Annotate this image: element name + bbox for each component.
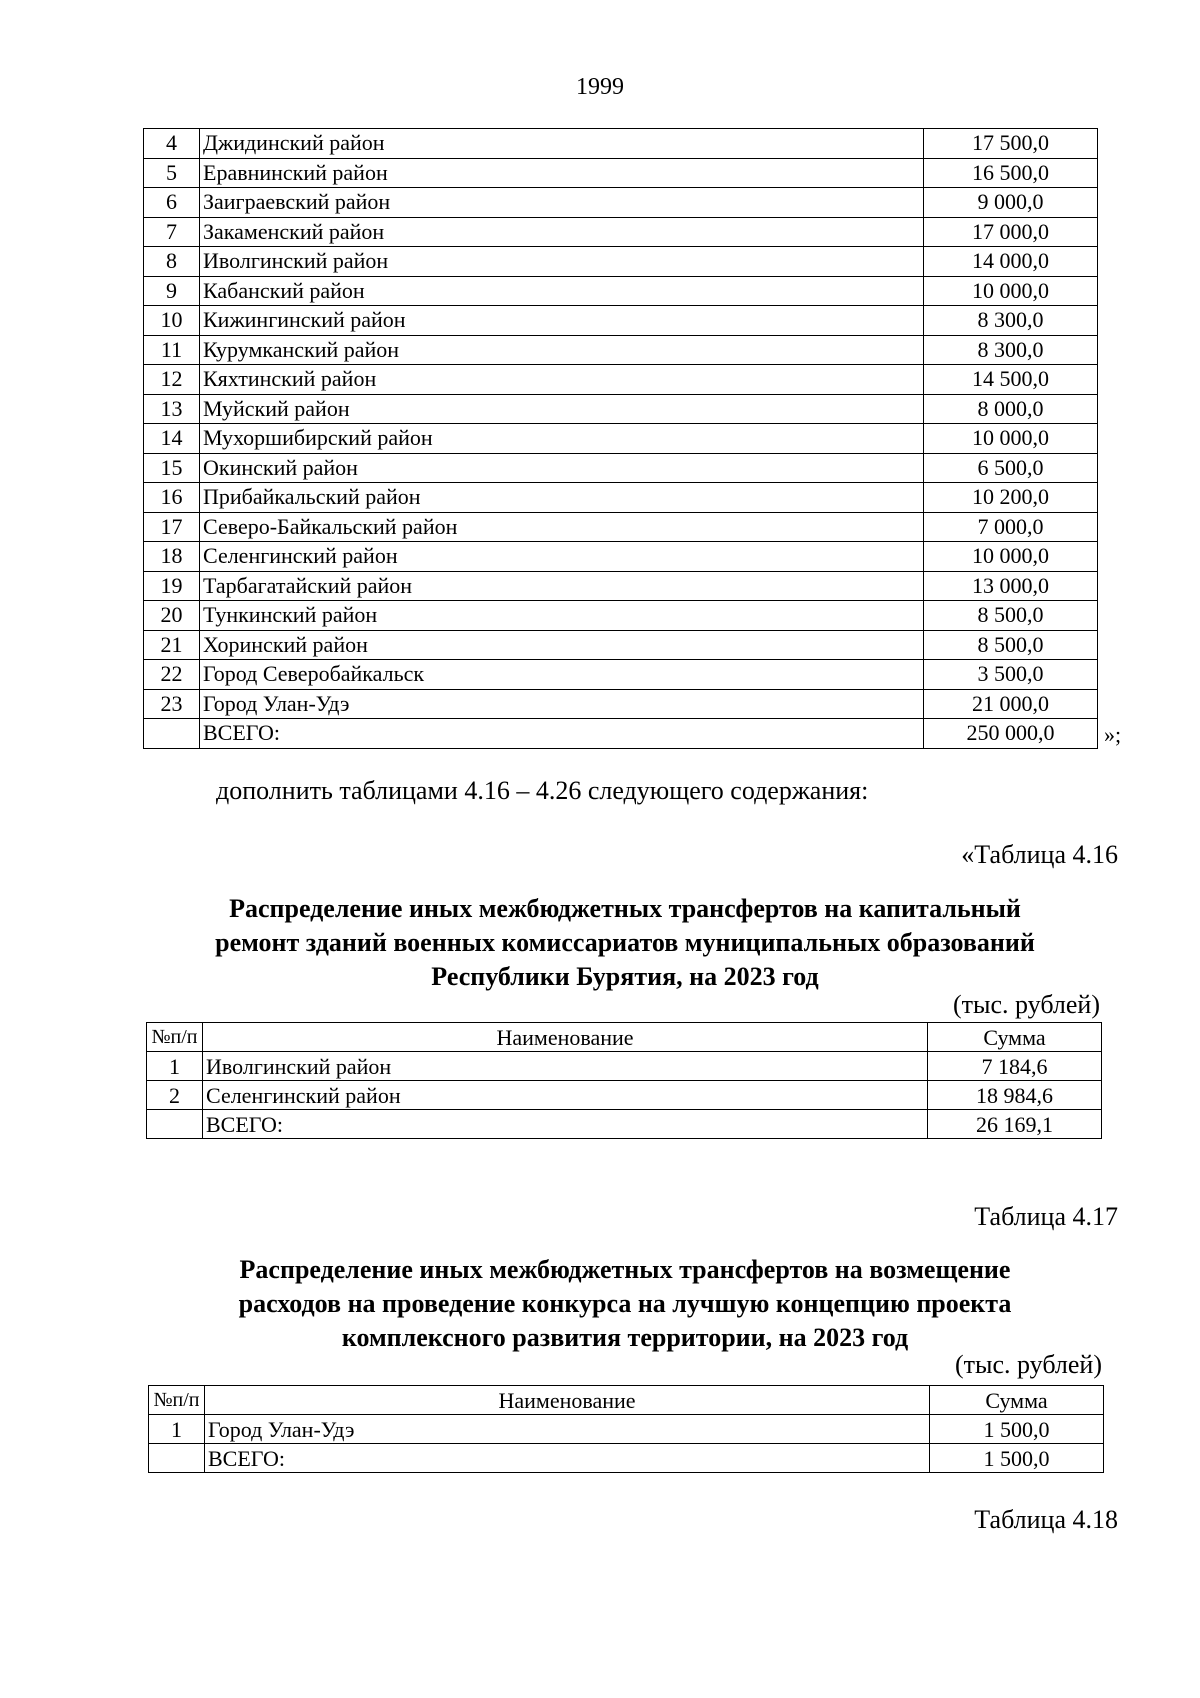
row-sum: 9 000,0 <box>924 188 1098 218</box>
row-number: 7 <box>144 217 200 247</box>
row-number: 1 <box>147 1052 203 1081</box>
row-number: 4 <box>144 129 200 159</box>
row-number: 12 <box>144 365 200 395</box>
total-row <box>149 1444 1104 1473</box>
row-sum: 8 300,0 <box>924 306 1098 336</box>
table-4-16 <box>146 1022 1102 1139</box>
header-num: №п/п <box>147 1023 203 1052</box>
title-line: Республики Бурятия, на 2023 год <box>431 962 819 991</box>
row-name: Курумканский район <box>200 335 924 365</box>
row-number: 22 <box>144 660 200 690</box>
row-name: Тарбагатайский район <box>200 571 924 601</box>
table-4-16-body <box>147 1052 1102 1139</box>
table-row <box>144 689 1098 719</box>
row-number: 5 <box>144 158 200 188</box>
row-name: Муйский район <box>200 394 924 424</box>
row-sum: 14 000,0 <box>924 247 1098 277</box>
row-sum: 6 500,0 <box>924 453 1098 483</box>
row-name: Северо-Байкальский район <box>200 512 924 542</box>
table-row <box>144 335 1098 365</box>
row-name: Кабанский район <box>200 276 924 306</box>
row-sum: 10 200,0 <box>924 483 1098 513</box>
header-num: №п/п <box>149 1386 205 1415</box>
total-name: ВСЕГО: <box>205 1444 930 1473</box>
row-number: 19 <box>144 571 200 601</box>
header-row <box>149 1386 1104 1415</box>
row-name: Город Северобайкальск <box>200 660 924 690</box>
row-sum: 8 500,0 <box>924 630 1098 660</box>
row-number: 13 <box>144 394 200 424</box>
row-number: 23 <box>144 689 200 719</box>
table-row <box>144 483 1098 513</box>
row-sum: 8 300,0 <box>924 335 1098 365</box>
table-row <box>144 660 1098 690</box>
table-row <box>144 306 1098 336</box>
total-row <box>144 719 1098 749</box>
row-number: 17 <box>144 512 200 542</box>
title-line: комплексного развития территории, на 2023 год <box>341 1323 909 1352</box>
row-number: 11 <box>144 335 200 365</box>
row-sum: 16 500,0 <box>924 158 1098 188</box>
row-name: Хоринский район <box>200 630 924 660</box>
intro-paragraph: дополнить таблицами 4.16 – 4.26 следующего содержания: <box>216 776 869 805</box>
table-row <box>144 365 1098 395</box>
row-name: Прибайкальский район <box>200 483 924 513</box>
table-row <box>147 1052 1102 1081</box>
row-name: Еравнинский район <box>200 158 924 188</box>
row-number: 16 <box>144 483 200 513</box>
row-sum: 7 184,6 <box>928 1052 1102 1081</box>
table-row <box>144 217 1098 247</box>
row-sum: 18 984,6 <box>928 1081 1102 1110</box>
header-name: Наименование <box>205 1386 930 1415</box>
table-4-17-title <box>150 1253 1100 1355</box>
row-name: Кижингинский район <box>200 306 924 336</box>
row-name: Селенгинский район <box>203 1081 928 1110</box>
row-name: Иволгинский район <box>203 1052 928 1081</box>
total-row <box>147 1110 1102 1139</box>
table-4-17-units: (тыс. рублей) <box>954 1350 1102 1379</box>
closing-quote-mark: »; <box>1104 722 1122 747</box>
title-line: Распределение иных межбюджетных трансфертов на капитальный <box>229 894 1021 923</box>
row-name: Селенгинский район <box>200 542 924 572</box>
row-number: 14 <box>144 424 200 454</box>
table-4-17-body <box>149 1415 1104 1473</box>
total-sum: 250 000,0 <box>924 719 1098 749</box>
table-row <box>144 394 1098 424</box>
continued-allocation-table <box>143 128 1098 749</box>
row-name: Тункинский район <box>200 601 924 631</box>
title-line: ремонт зданий военных комиссариатов муниципальных образований <box>215 928 1035 957</box>
row-sum: 13 000,0 <box>924 571 1098 601</box>
row-number: 8 <box>144 247 200 277</box>
row-name: Город Улан-Удэ <box>205 1415 930 1444</box>
table-4-17-caption: Таблица 4.17 <box>974 1202 1118 1231</box>
row-name: Закаменский район <box>200 217 924 247</box>
row-name: Мухоршибирский район <box>200 424 924 454</box>
total-num <box>147 1110 203 1139</box>
row-sum: 21 000,0 <box>924 689 1098 719</box>
header-sum: Сумма <box>928 1023 1102 1052</box>
table-4-17 <box>148 1385 1104 1473</box>
row-number: 21 <box>144 630 200 660</box>
row-sum: 10 000,0 <box>924 542 1098 572</box>
row-number: 6 <box>144 188 200 218</box>
table-row <box>144 129 1098 159</box>
continued-table-body <box>144 129 1098 749</box>
header-sum: Сумма <box>930 1386 1104 1415</box>
row-number: 2 <box>147 1081 203 1110</box>
row-name: Кяхтинский район <box>200 365 924 395</box>
row-sum: 10 000,0 <box>924 424 1098 454</box>
row-sum: 14 500,0 <box>924 365 1098 395</box>
total-num <box>149 1444 205 1473</box>
table-row <box>144 276 1098 306</box>
row-number: 1 <box>149 1415 205 1444</box>
row-sum: 7 000,0 <box>924 512 1098 542</box>
row-sum: 8 500,0 <box>924 601 1098 631</box>
table-row <box>144 542 1098 572</box>
table-row <box>144 188 1098 218</box>
header-name: Наименование <box>203 1023 928 1052</box>
title-line: Распределение иных межбюджетных трансфертов на возмещение <box>239 1255 1011 1284</box>
row-number: 9 <box>144 276 200 306</box>
row-number: 18 <box>144 542 200 572</box>
row-name: Джидинский район <box>200 129 924 159</box>
table-row <box>144 571 1098 601</box>
row-sum: 3 500,0 <box>924 660 1098 690</box>
table-row <box>149 1415 1104 1444</box>
table-4-16-caption: «Таблица 4.16 <box>961 840 1118 869</box>
row-sum: 17 500,0 <box>924 129 1098 159</box>
page-number: 1999 <box>576 74 624 100</box>
total-sum: 1 500,0 <box>930 1444 1104 1473</box>
table-row <box>144 630 1098 660</box>
row-number: 10 <box>144 306 200 336</box>
total-name: ВСЕГО: <box>203 1110 928 1139</box>
header-row <box>147 1023 1102 1052</box>
row-number: 15 <box>144 453 200 483</box>
table-row <box>147 1081 1102 1110</box>
row-sum: 17 000,0 <box>924 217 1098 247</box>
table-row <box>144 601 1098 631</box>
row-name: Город Улан-Удэ <box>200 689 924 719</box>
table-4-18-caption: Таблица 4.18 <box>974 1505 1118 1534</box>
total-name: ВСЕГО: <box>200 719 924 749</box>
table-row <box>144 424 1098 454</box>
row-number: 20 <box>144 601 200 631</box>
row-sum: 10 000,0 <box>924 276 1098 306</box>
total-num <box>144 719 200 749</box>
row-sum: 1 500,0 <box>930 1415 1104 1444</box>
table-row <box>144 247 1098 277</box>
row-name: Окинский район <box>200 453 924 483</box>
table-4-16-title <box>150 892 1100 994</box>
row-name: Заиграевский район <box>200 188 924 218</box>
table-row <box>144 453 1098 483</box>
title-line: расходов на проведение конкурса на лучшую концепцию проекта <box>238 1289 1012 1318</box>
table-row <box>144 158 1098 188</box>
total-sum: 26 169,1 <box>928 1110 1102 1139</box>
table-4-16-units: (тыс. рублей) <box>952 990 1100 1019</box>
table-row <box>144 512 1098 542</box>
row-name: Иволгинский район <box>200 247 924 277</box>
row-sum: 8 000,0 <box>924 394 1098 424</box>
